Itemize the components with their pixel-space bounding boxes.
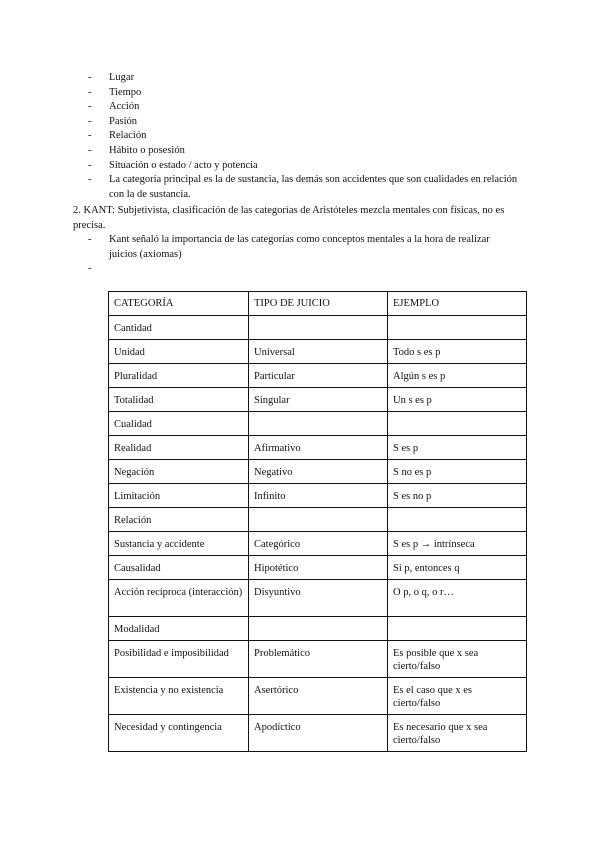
table-row <box>109 678 527 715</box>
table-row <box>109 617 527 641</box>
table-row <box>109 484 527 508</box>
table-cell: Negación <box>109 460 249 484</box>
table-cell: Limitación <box>109 484 249 508</box>
table-cell: Cantidad <box>109 316 249 340</box>
header-tipo-juicio: TIPO DE JUICIO <box>249 292 388 316</box>
table-cell <box>249 316 388 340</box>
list-item: - La categoría principal es la de sustancia, las demás son accidentes que son cualidades en relación con la de sustancia. <box>88 174 518 200</box>
table-cell: S es no p <box>388 484 527 508</box>
table-cell: Posibilidad e imposibilidad <box>109 641 249 678</box>
table-cell: Disyuntivo <box>249 580 388 617</box>
kant-paragraph: 2. KANT: Subjetivista, clasificación de las categorías de Aristóteles mezcla mentales con físicas, no es precisa. <box>73 205 505 231</box>
table-row <box>109 715 527 752</box>
table-row <box>109 340 527 364</box>
table-cell: Necesidad y contingencia <box>109 715 249 752</box>
kant-list <box>88 233 518 277</box>
table-cell: Unidad <box>109 340 249 364</box>
table-row <box>109 316 527 340</box>
table-row <box>109 580 527 617</box>
table-cell: Infinito <box>249 484 388 508</box>
list-item: - Kant señaló la importancia de las categorías como conceptos mentales a la hora de realizar juicios (axiomas) <box>88 234 490 260</box>
table-cell: Algún s es p <box>388 364 527 388</box>
table-cell <box>249 508 388 532</box>
list-marker: - <box>88 130 92 142</box>
aristotle-categories-list <box>88 71 518 202</box>
table-cell: Pluralidad <box>109 364 249 388</box>
table-cell: Todo s es p <box>388 340 527 364</box>
list-item: - Situación o estado / acto y potencia <box>88 159 518 174</box>
table-cell: Problemático <box>249 641 388 678</box>
list-marker: - <box>88 115 92 127</box>
table-cell: Singular <box>249 388 388 412</box>
list-item: - Lugar <box>88 71 518 86</box>
table-cell: Negativo <box>249 460 388 484</box>
list-item <box>88 262 518 277</box>
list-marker: - <box>88 101 92 113</box>
table-row <box>109 388 527 412</box>
table-cell <box>388 412 527 436</box>
list-marker: - <box>88 159 92 171</box>
table-cell: Particular <box>249 364 388 388</box>
table-cell: Es el caso que x es cierto/falso <box>388 678 527 715</box>
table-cell: Sustancia y accidente <box>109 532 249 556</box>
list-item: - Tiempo <box>88 86 518 101</box>
list-marker: - <box>88 234 92 245</box>
table-cell: Si p, entonces q <box>388 556 527 580</box>
table-cell: S es p <box>388 436 527 460</box>
table-cell: Un s es p <box>388 388 527 412</box>
list-marker: - <box>88 144 92 156</box>
table-row <box>109 364 527 388</box>
list-marker: - <box>88 72 92 83</box>
table-cell: Apodíctico <box>249 715 388 752</box>
list-marker: - <box>88 263 92 275</box>
table-header-row <box>109 292 527 316</box>
table-cell: S no es p <box>388 460 527 484</box>
header-categoria: CATEGORÍA <box>109 292 249 316</box>
list-item: - Acción <box>88 100 518 115</box>
table-cell: Es posible que x sea cierto/falso <box>388 641 527 678</box>
list-marker: - <box>88 174 92 186</box>
list-item: - Hábito o posesión <box>88 144 518 159</box>
table-cell: Asertórico <box>249 678 388 715</box>
table-cell: O p, o q, o r… <box>388 580 527 617</box>
table-cell: Realidad <box>109 436 249 460</box>
table-cell: Afirmativo <box>249 436 388 460</box>
table-row <box>109 436 527 460</box>
table-cell <box>249 617 388 641</box>
table-cell: Acción recíproca (interacción) <box>109 580 249 617</box>
table-cell <box>388 316 527 340</box>
list-marker: - <box>88 86 92 98</box>
table-row <box>109 412 527 436</box>
table-row <box>109 460 527 484</box>
table-row <box>109 641 527 678</box>
table-cell: Hipotético <box>249 556 388 580</box>
table-row <box>109 532 527 556</box>
table-cell: Modalidad <box>109 617 249 641</box>
categories-table <box>108 291 527 752</box>
table-cell <box>388 617 527 641</box>
table-row <box>109 556 527 580</box>
table-cell: Cualidad <box>109 412 249 436</box>
list-item: - Relación <box>88 129 518 144</box>
list-item: - Pasión <box>88 115 518 130</box>
table-cell: Es necesario que x sea cierto/falso <box>388 715 527 752</box>
table-cell: S es p → intrínseca <box>388 532 527 556</box>
table-cell: Universal <box>249 340 388 364</box>
table-cell: Existencia y no existencia <box>109 678 249 715</box>
table-cell: Relación <box>109 508 249 532</box>
table-row <box>109 508 527 532</box>
table-cell: Causalidad <box>109 556 249 580</box>
header-ejemplo: EJEMPLO <box>388 292 527 316</box>
table-cell <box>388 508 527 532</box>
table-cell <box>249 412 388 436</box>
table-cell: Totalidad <box>109 388 249 412</box>
table-cell: Categórico <box>249 532 388 556</box>
